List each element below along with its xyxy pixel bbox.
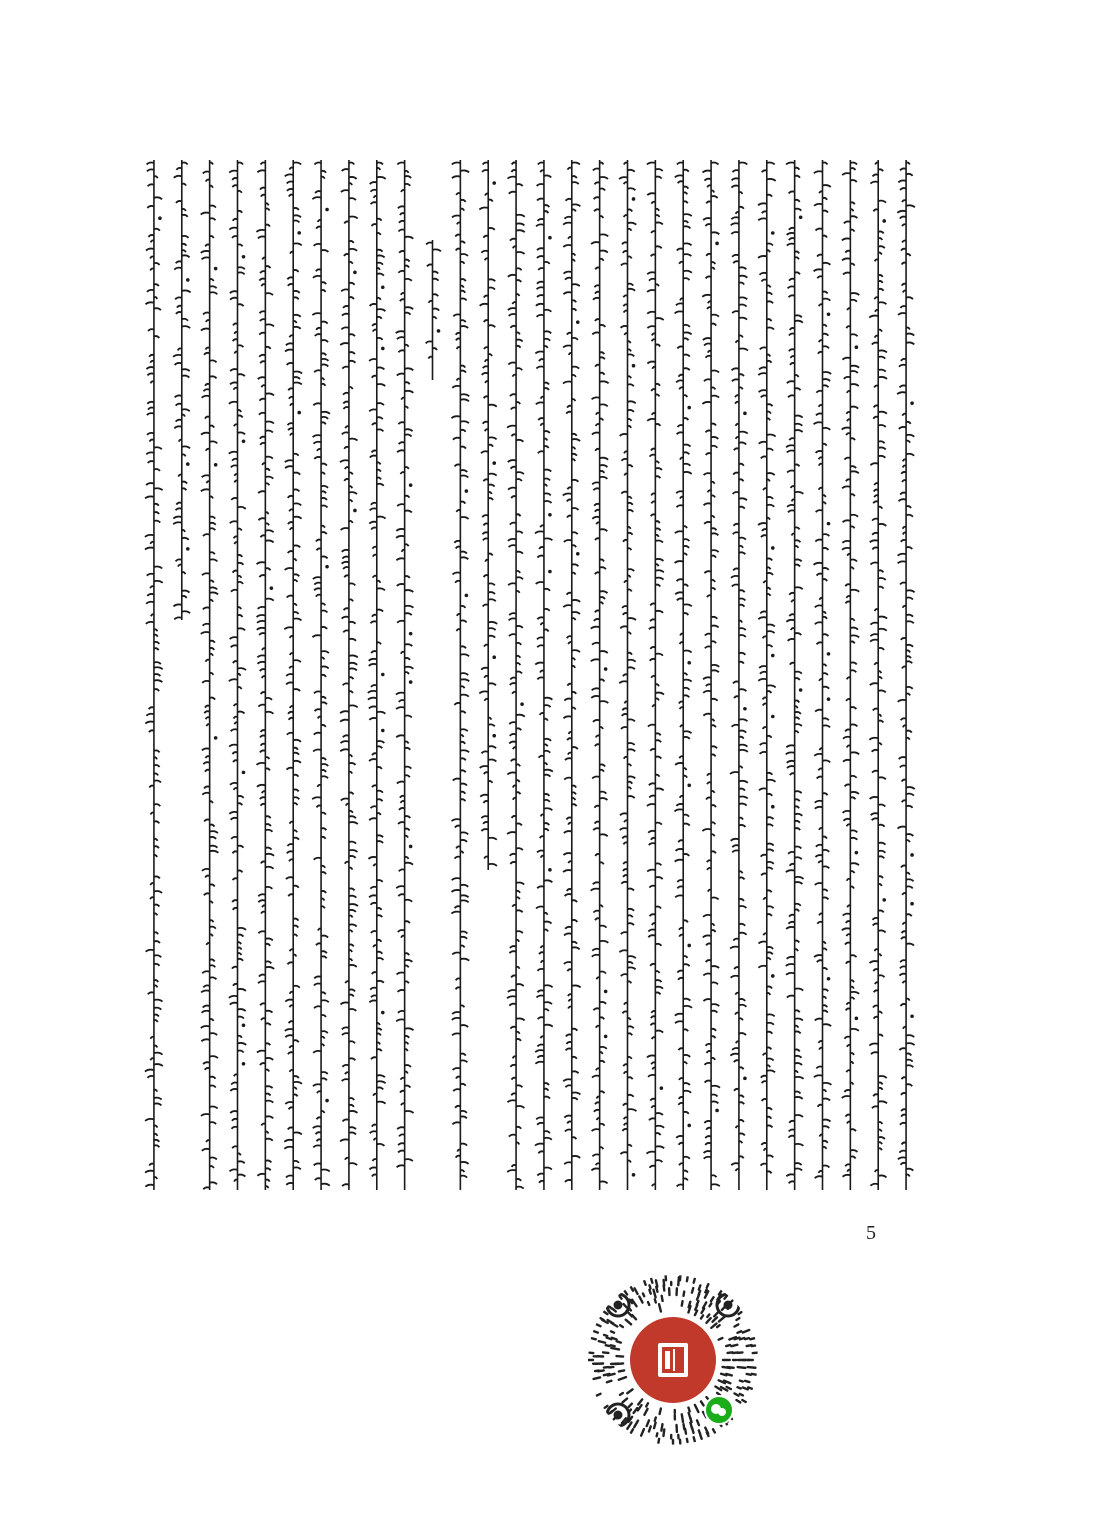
text-column xyxy=(842,160,860,1190)
text-column xyxy=(814,160,832,1190)
text-column xyxy=(869,160,887,1190)
text-column xyxy=(340,160,358,1190)
text-column xyxy=(479,160,497,870)
text-column xyxy=(451,160,469,1190)
text-column xyxy=(591,160,609,1190)
text-column xyxy=(619,160,636,1190)
text-column xyxy=(758,160,776,1190)
text-column xyxy=(229,160,246,1190)
text-column xyxy=(702,160,720,1190)
text-column xyxy=(675,160,693,1190)
text-column xyxy=(646,160,664,1190)
text-column xyxy=(145,160,163,1190)
mongolian-text-body xyxy=(140,150,920,1210)
text-column xyxy=(897,160,915,1190)
qr-code-badge[interactable] xyxy=(588,1275,758,1445)
text-column xyxy=(284,160,302,1190)
text-column xyxy=(396,160,414,1190)
wechat-icon xyxy=(704,1395,734,1425)
text-column xyxy=(563,160,581,1190)
text-column xyxy=(173,160,190,620)
text-column xyxy=(256,160,274,1190)
text-column xyxy=(730,160,748,1190)
text-column xyxy=(507,160,525,1190)
text-column xyxy=(535,160,553,1190)
page-number: 5 xyxy=(866,1222,876,1244)
vertical-script-columns xyxy=(140,150,920,1210)
text-column xyxy=(786,160,804,1190)
text-column xyxy=(312,160,330,1190)
text-column xyxy=(201,160,219,1190)
book-icon xyxy=(630,1317,716,1403)
text-column xyxy=(426,240,441,380)
text-column xyxy=(368,160,386,1190)
